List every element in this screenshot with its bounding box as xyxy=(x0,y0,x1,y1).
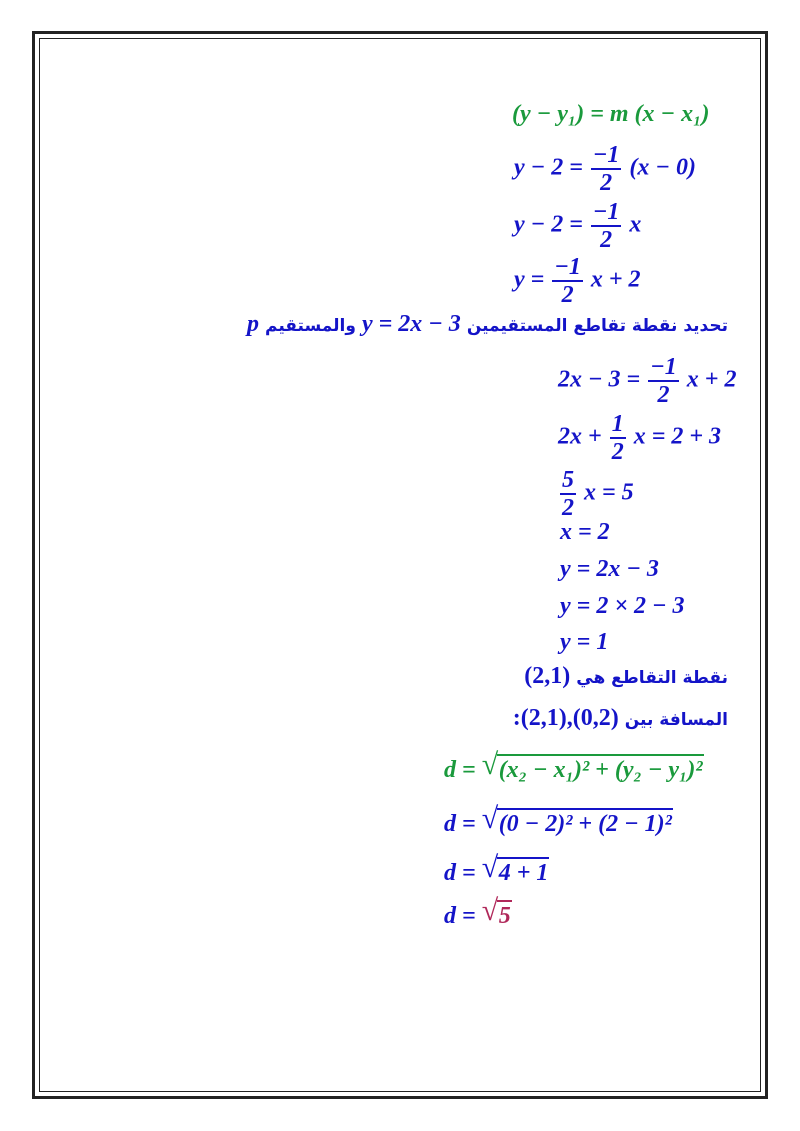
eq2-fraction xyxy=(591,143,622,195)
distance-formula xyxy=(444,748,704,783)
d4-sqrt: √ 5 xyxy=(481,894,511,929)
eq7-fraction xyxy=(560,468,576,520)
line-equation: y = 2x − 3 xyxy=(361,311,461,337)
eq5-denominator: 2 xyxy=(657,382,670,408)
eq2-right: (x − 0) xyxy=(629,154,696,181)
eq2-left: y − 2 = xyxy=(514,154,583,181)
d2-radicand: (0 − 2)² + (2 − 1)² xyxy=(497,808,673,836)
eq5-numerator: −1 xyxy=(650,354,677,380)
d1-left: d = xyxy=(444,757,476,783)
eq4-numerator: −1 xyxy=(554,254,581,280)
equation-line-8: x = 2 xyxy=(560,519,610,545)
eq6-fraction xyxy=(610,412,626,464)
distance-line-2 xyxy=(444,802,673,837)
distance-line-4 xyxy=(444,894,512,929)
intersection-heading-text: تحديد نقطة تقاطع المستقيمين xyxy=(466,316,728,336)
intersection-result xyxy=(524,664,728,688)
equation-line-5 xyxy=(558,355,736,407)
eq5-fraction xyxy=(648,355,679,407)
eq6-left: 2x + xyxy=(558,423,602,450)
eq6-numerator: 1 xyxy=(611,411,624,437)
eq7-right: x = 5 xyxy=(584,479,634,506)
d1-radicand: (x₂ − x₁)² + (y₂ − y₁)² xyxy=(497,754,704,782)
d2-sqrt: √ (0 − 2)² + (2 − 1)² xyxy=(481,802,672,837)
eq6-right: x = 2 + 3 xyxy=(633,423,722,450)
equation-line-9: y = 2x − 3 xyxy=(560,556,659,582)
distance-heading-text: المسافة بين xyxy=(624,710,728,730)
distance-line-3 xyxy=(444,851,549,886)
equation-line-10: y = 2 × 2 − 3 xyxy=(560,593,685,619)
eq4-left: y = xyxy=(514,266,545,293)
intersection-point: (2,1) xyxy=(524,663,571,689)
equation-line-11: y = 1 xyxy=(560,629,609,655)
equation-line-3 xyxy=(514,200,641,252)
d1-sqrt: √ (x₂ − x₁)² + (y₂ − y₁)² xyxy=(481,748,703,783)
intersection-heading xyxy=(247,312,728,336)
distance-heading xyxy=(513,706,728,730)
eq7-denominator: 2 xyxy=(562,495,574,521)
d3-sqrt: √ 4 + 1 xyxy=(481,851,549,886)
equation-line-4 xyxy=(514,255,641,307)
eq3-left: y − 2 = xyxy=(514,211,583,238)
equation-line-6 xyxy=(558,412,721,464)
eq2-denominator: 2 xyxy=(600,170,613,196)
equation-line-2 xyxy=(514,143,696,195)
intersection-result-text: نقطة التقاطع هي xyxy=(576,668,728,688)
eq7-numerator: 5 xyxy=(562,467,574,493)
equation-line-7 xyxy=(558,468,634,520)
line-p: p xyxy=(247,311,260,337)
point-slope-formula: (y − y₁) = m (x − x₁) xyxy=(512,101,710,127)
eq4-fraction xyxy=(552,255,583,307)
d4-radicand: 5 xyxy=(497,900,512,928)
eq6-denominator: 2 xyxy=(611,439,624,465)
eq2-numerator: −1 xyxy=(592,142,620,168)
eq3-fraction xyxy=(591,200,622,252)
eq3-denominator: 2 xyxy=(600,227,613,253)
eq5-right: x + 2 xyxy=(686,366,737,393)
eq3-right: x xyxy=(629,211,642,238)
eq3-numerator: −1 xyxy=(592,199,620,225)
eq4-denominator: 2 xyxy=(561,282,574,308)
d3-radicand: 4 + 1 xyxy=(497,857,550,885)
d4-left: d = xyxy=(444,903,476,929)
eq4-right: x + 2 xyxy=(590,266,641,293)
and-line-text: والمستقيم xyxy=(265,316,356,336)
d3-left: d = xyxy=(444,860,476,886)
d2-left: d = xyxy=(444,811,476,837)
eq5-left: 2x − 3 = xyxy=(558,366,641,393)
distance-points: :(2,1),(0,2) xyxy=(512,705,619,731)
